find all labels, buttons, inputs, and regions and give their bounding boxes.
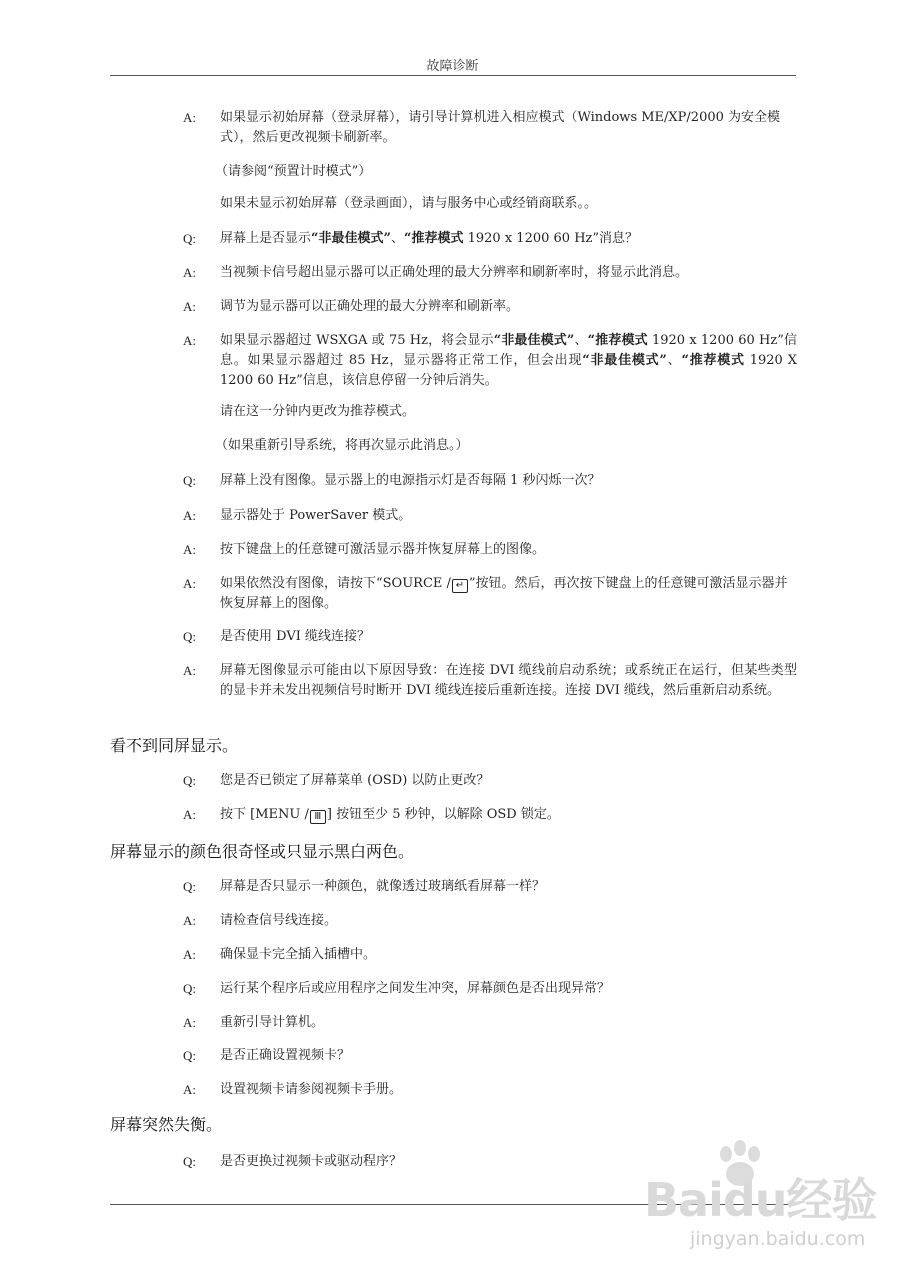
note-text: 如果未显示初始屏幕（登录画面），请与服务中心或经销商联系。。 <box>220 196 598 211</box>
answer-label: A: <box>183 333 196 348</box>
answer-text <box>220 331 797 391</box>
question-label: Q: <box>183 473 196 488</box>
bold-term: “推荐模式 <box>681 353 745 368</box>
answer-text: 重新引导计算机。 <box>220 1015 325 1030</box>
header-rule <box>110 75 796 76</box>
question-label: Q: <box>183 1048 196 1063</box>
answer-label: A: <box>183 1082 196 1097</box>
question-label: Q: <box>183 981 196 996</box>
question-label: Q: <box>183 879 196 894</box>
question-text: 您是否已锁定了屏幕菜单 (OSD) 以防止更改？ <box>220 773 490 788</box>
answer-label: A: <box>183 299 196 314</box>
answer-label: A: <box>183 265 196 280</box>
answer-label: A: <box>183 576 196 591</box>
question-label: Q: <box>183 231 196 246</box>
answer-text: 显示器处于 PowerSaver 模式。 <box>220 508 412 523</box>
answer-label: A: <box>183 913 196 928</box>
question-text: 屏幕是否只显示一种颜色，就像透过玻璃纸看屏幕一样？ <box>220 879 546 894</box>
answer-text: 设置视频卡请参阅视频卡手册。 <box>220 1082 403 1097</box>
note-text: （如果重新引导系统，将再次显示此消息。） <box>215 438 469 453</box>
note-text: 请在这一分钟内更改为推荐模式。 <box>220 404 416 419</box>
section-heading-balance: 屏幕突然失衡。 <box>110 1115 223 1134</box>
bold-term: “非最佳模式” <box>311 231 391 246</box>
baidu-jingyan-url: jingyan.baidu.com <box>690 1228 866 1250</box>
answer-label: A: <box>183 508 196 523</box>
text-part: 屏幕上是否显示 <box>220 231 312 246</box>
bold-term: “推荐模式 <box>587 333 648 348</box>
question-text <box>220 229 797 249</box>
answer-text: 请检查信号线连接。 <box>220 913 338 928</box>
text-part: 、 <box>666 353 682 368</box>
text-part: 如果依然没有图像，请按下“SOURCE / <box>220 576 451 591</box>
question-text: 是否正确设置视频卡？ <box>220 1048 351 1063</box>
answer-label: A: <box>183 542 196 557</box>
answer-text: 如果显示初始屏幕（登录屏幕），请引导计算机进入相应模式（Windows ME/XP/2000 为安全模式），然后更改视频卡刷新率。 <box>220 110 781 145</box>
question-text: 是否更换过视频卡或驱动程序？ <box>220 1154 403 1169</box>
answer-text: 屏幕无图像显示可能由以下原因导致：在连接 DVI 缆线前启动系统；或系统正在运行，但某些类型的显卡并未发出视频信号时断开 DVI 缆线连接后重新连接。连接 DVI 缆线，然后重新启动系统。 <box>220 663 797 698</box>
text-part: 1920 x 1200 60 Hz”信息。如果显示器超过 85 Hz，显示器将正常工作，但会出现 <box>220 333 797 368</box>
text-part: ] 按钮至少 5 秒钟，以解除 OSD 锁定。 <box>326 807 560 822</box>
text-part: 1920 X 1200 60 Hz”信息，该信息停留一分钟后消失。 <box>220 353 797 388</box>
text-part: 、 <box>574 333 588 348</box>
answer-text <box>220 805 797 825</box>
answer-text <box>220 574 797 614</box>
answer-text: 按下键盘上的任意键可激活显示器并恢复屏幕上的图像。 <box>220 542 546 557</box>
text-part: 按下 [MENU / <box>220 807 309 822</box>
question-label: Q: <box>183 629 196 644</box>
text-part: 、 <box>390 231 404 246</box>
answer-text: 调节为显示器可以正确处理的最大分辨率和刷新率。 <box>220 299 520 314</box>
menu-key-icon: Ⅲ <box>310 810 326 824</box>
baidu-jingyan-logo-text: Baidu经验 <box>644 1173 877 1227</box>
page-header-title: 故障诊断 <box>426 59 479 74</box>
question-text: 是否使用 DVI 缆线连接？ <box>220 629 370 644</box>
answer-label: A: <box>183 807 196 822</box>
baidu-watermark <box>630 1140 890 1265</box>
answer-label: A: <box>183 947 196 962</box>
answer-text: 确保显卡完全插入插槽中。 <box>220 947 377 962</box>
question-text: 屏幕上没有图像。显示器上的电源指示灯是否每隔 1 秒闪烁一次？ <box>220 473 601 488</box>
note-text: （请参阅“预置计时模式”） <box>215 164 372 179</box>
section-heading-osd: 看不到同屏显示。 <box>110 736 239 755</box>
bold-term: “非最佳模式” <box>582 353 667 368</box>
answer-label: A: <box>183 110 196 125</box>
enter-key-icon: ↵ <box>452 579 468 593</box>
bold-term: “推荐模式 <box>404 231 464 246</box>
question-label: Q: <box>183 773 196 788</box>
bold-term: “非最佳模式” <box>493 333 575 348</box>
text-part: 1920 x 1200 60 Hz”消息？ <box>463 231 639 246</box>
answer-label: A: <box>183 1015 196 1030</box>
question-text: 运行某个程序后或应用程序之间发生冲突，屏幕颜色是否出现异常？ <box>220 981 611 996</box>
answer-text: 当视频卡信号超出显示器可以正确处理的最大分辨率和刷新率时，将显示此消息。 <box>220 265 689 280</box>
answer-label: A: <box>183 663 196 678</box>
question-label: Q: <box>183 1154 196 1169</box>
text-part: ”按钮。然后，再次按下键盘上的任意键可激活显示器并恢复屏幕上的图像。 <box>220 576 788 611</box>
section-heading-color: 屏幕显示的颜色很奇怪或只显示黑白两色。 <box>110 842 415 861</box>
text-part: 如果显示器超过 WSXGA 或 75 Hz，将会显示 <box>220 333 494 348</box>
